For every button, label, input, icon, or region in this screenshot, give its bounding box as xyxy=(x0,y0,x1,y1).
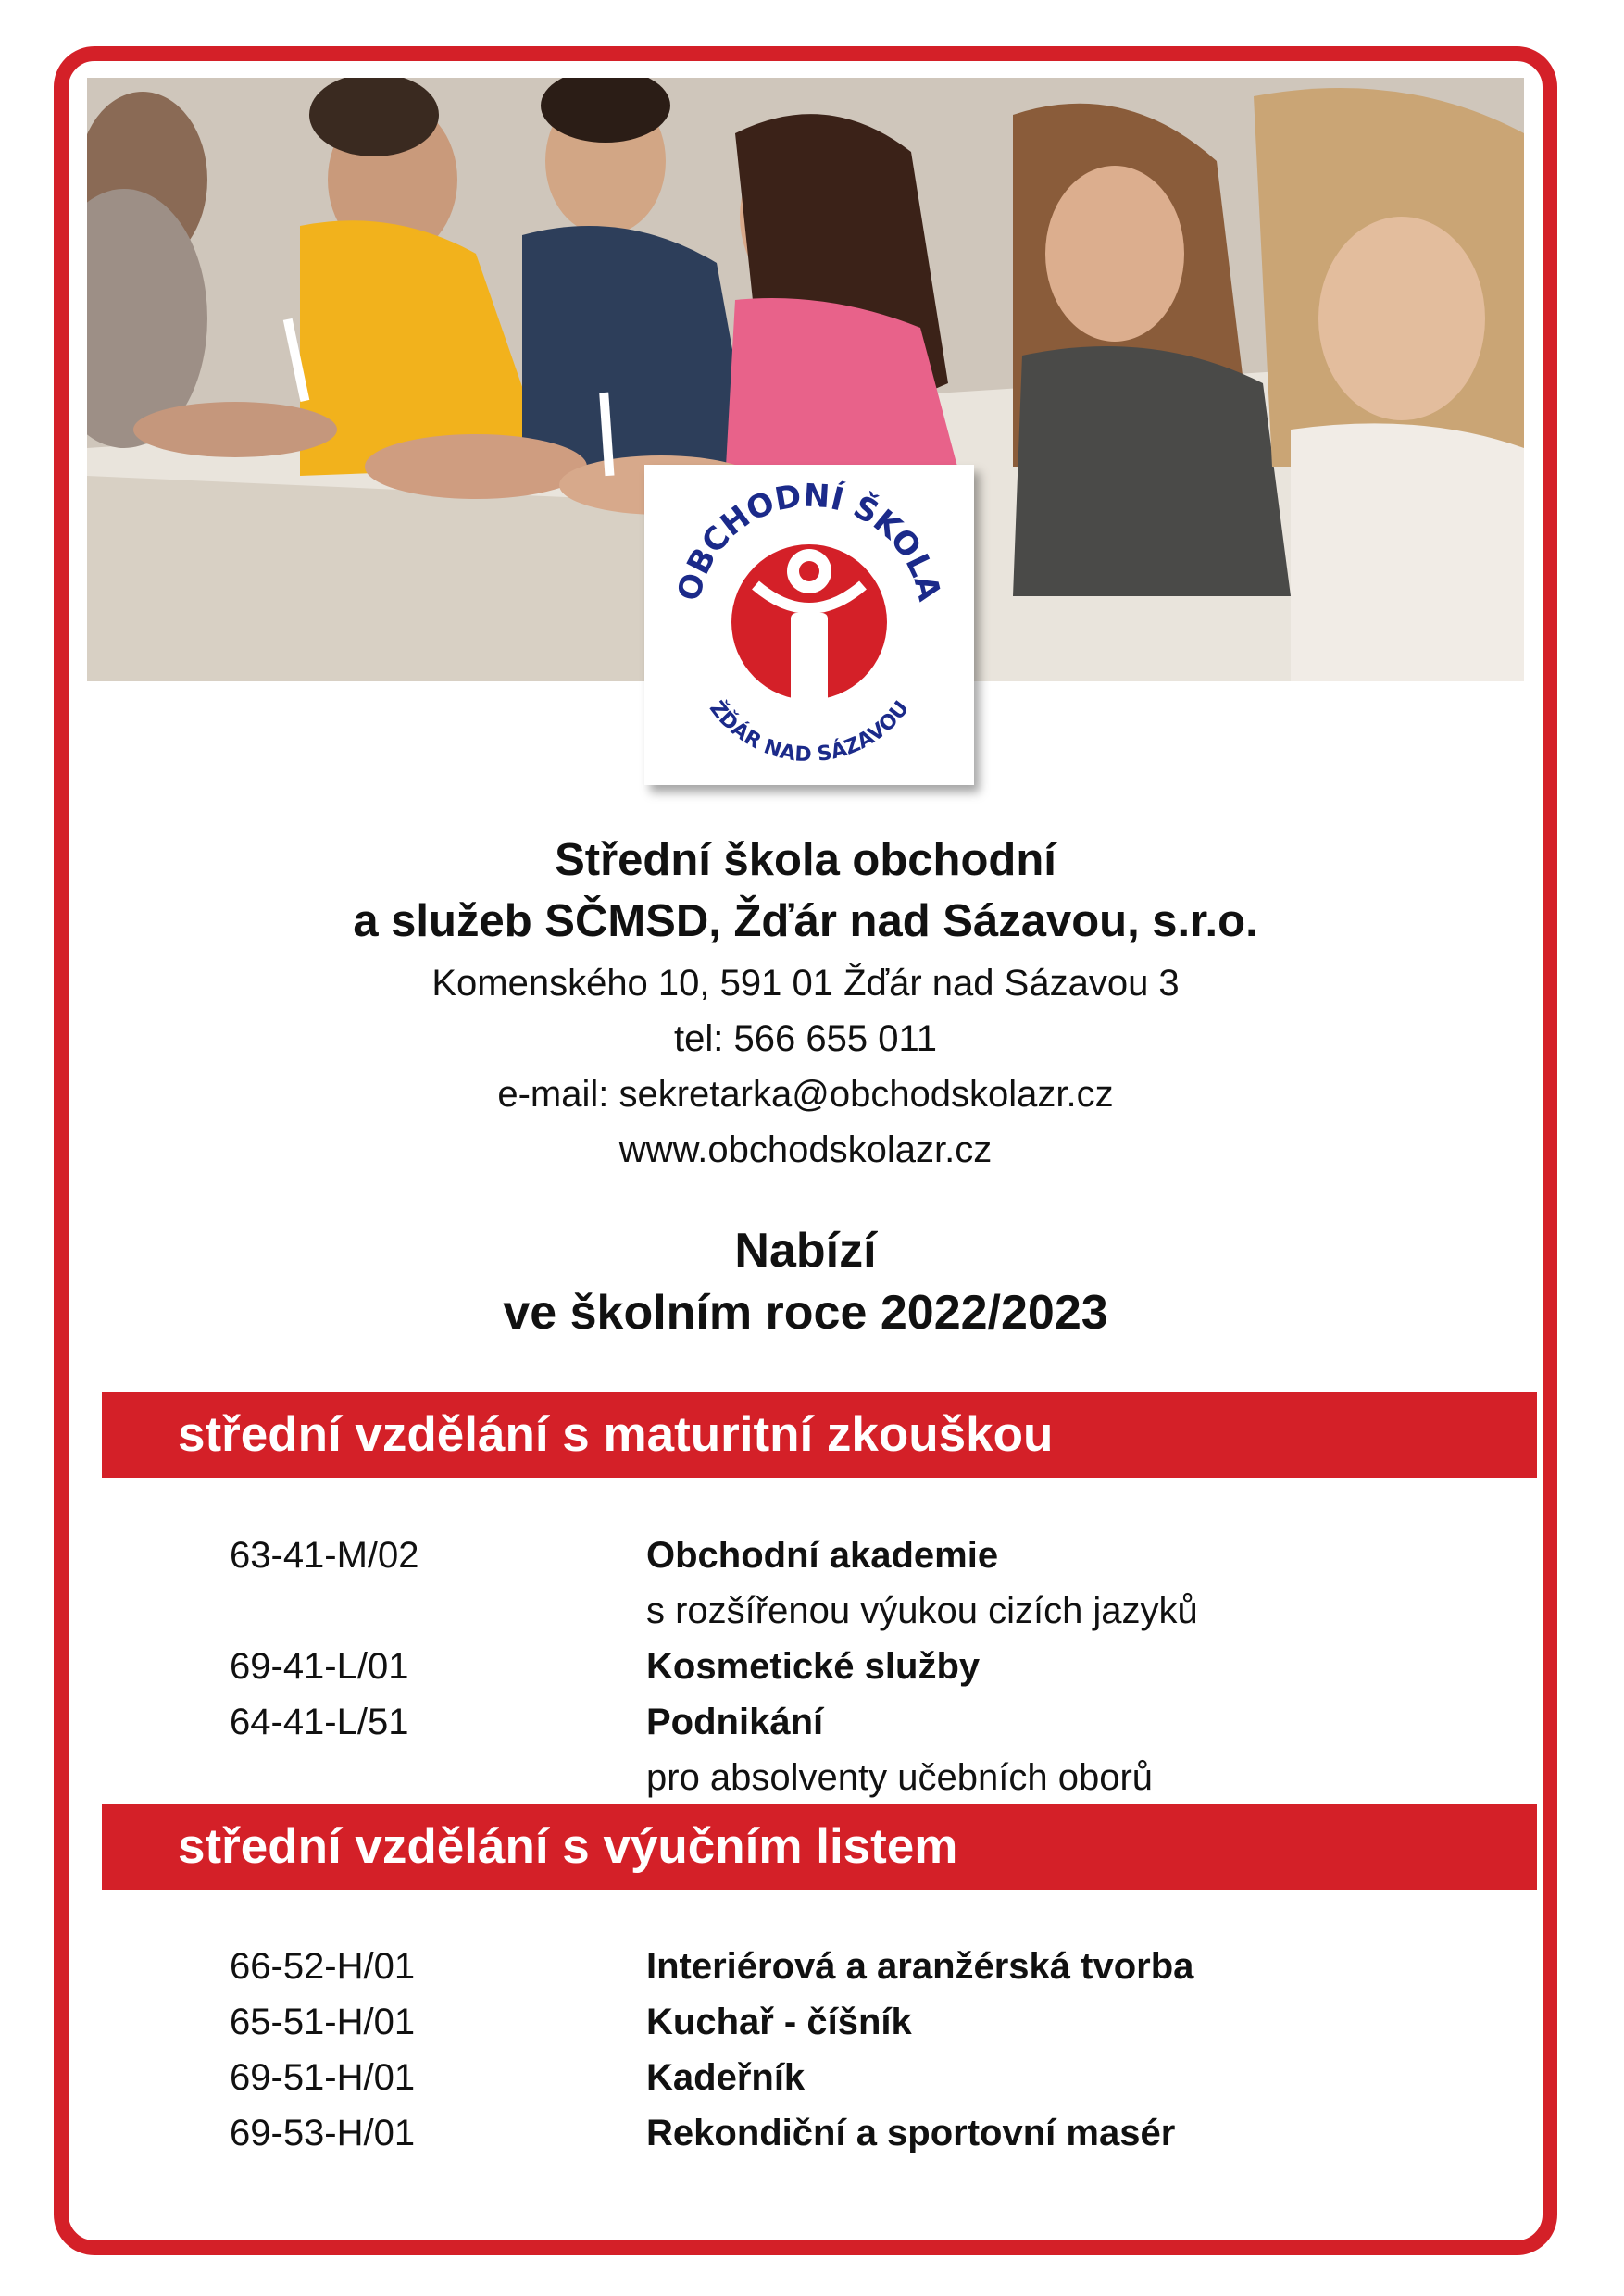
program-row xyxy=(230,2105,1193,2161)
email[interactable]: e-mail: sekretarka@obchodskolazr.cz xyxy=(497,1074,1114,1115)
school-name xyxy=(69,830,1543,952)
offer-line2: ve školním roce 2022/2023 xyxy=(503,1286,1108,1340)
logo-bottom-text: ŽĎÁR NAD SÁZAVOU xyxy=(705,696,915,767)
address: Komenského 10, 591 01 Žďár nad Sázavou 3 xyxy=(431,963,1180,1004)
program-name: Obchodní akademie xyxy=(646,1535,999,1576)
program-row xyxy=(230,1939,1193,1994)
program-row xyxy=(230,1528,1198,1583)
program-code: 69-53-H/01 xyxy=(230,2113,416,2153)
phone: tel: 566 655 011 xyxy=(674,1018,937,1059)
program-code: 69-41-L/01 xyxy=(230,1646,409,1687)
section-banner-vyucni-list: střední vzdělání s výučním listem xyxy=(102,1804,1537,1890)
program-code: 69-51-H/01 xyxy=(230,2057,416,2098)
website-link[interactable]: www.obchodskolazr.cz xyxy=(618,1129,993,1170)
program-code: 64-41-L/51 xyxy=(230,1702,409,1742)
school-logo xyxy=(644,465,974,785)
program-row xyxy=(230,1694,1198,1750)
program-code: 63-41-M/02 xyxy=(230,1535,419,1576)
program-list-maturita xyxy=(230,1528,1198,1805)
program-note: pro absolventy učebních oborů xyxy=(646,1757,1154,1798)
program-row xyxy=(230,2050,1193,2105)
program-row xyxy=(230,1994,1193,2050)
program-name: Podnikání xyxy=(646,1702,824,1742)
program-name: Kadeřník xyxy=(646,2057,806,2098)
poster-frame xyxy=(54,46,1557,2255)
program-row xyxy=(230,1639,1198,1694)
school-name-line1: Střední škola obchodní xyxy=(555,835,1056,885)
program-list-vyucni-list xyxy=(230,1939,1193,2161)
offer-line1: Nabízí xyxy=(734,1224,877,1278)
program-name: Interiérová a aranžérská tvorba xyxy=(646,1946,1194,1987)
logo-top-text: OBCHODNÍ ŠKOLA xyxy=(670,477,948,605)
program-name: Rekondiční a sportovní masér xyxy=(646,2113,1176,2153)
program-code: 66-52-H/01 xyxy=(230,1946,416,1987)
contact-block xyxy=(69,955,1543,1178)
program-code: 65-51-H/01 xyxy=(230,2002,416,2042)
offer-heading xyxy=(69,1220,1543,1344)
program-name: Kosmetické služby xyxy=(646,1646,981,1687)
program-note: s rozšířenou výukou cizích jazyků xyxy=(646,1591,1198,1631)
program-name: Kuchař - číšník xyxy=(646,2002,912,2042)
section-banner-maturita: střední vzdělání s maturitní zkouškou xyxy=(102,1392,1537,1478)
school-name-line2: a služeb SČMSD, Žďár nad Sázavou, s.r.o. xyxy=(353,896,1258,946)
